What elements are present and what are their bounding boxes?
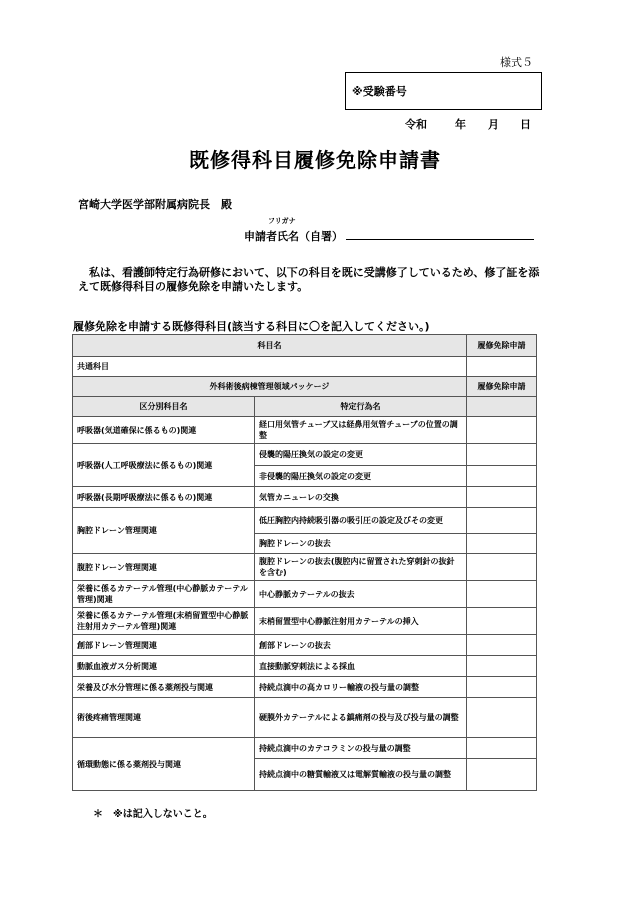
category-cell: 腹腔ドレーン管理関連 [73,554,255,581]
exemption-mark-cell[interactable] [467,759,537,791]
table-row [73,698,537,738]
exemption-mark-cell[interactable] [467,444,537,466]
category-cell: 栄養及び水分管理に係る薬剤投与関連 [73,677,255,698]
specific-act-header: 特定行為名 [255,397,467,417]
common-subjects-row [73,357,537,377]
table-row [73,508,537,534]
footnote: ＊ ※は記入しないこと。 [93,809,213,820]
category-cell: 循環動態に係る薬剤投与関連 [73,738,255,791]
table-row [73,554,537,581]
date-era: 令和 [405,118,427,131]
exam-number-label: ※受験番号 [352,85,407,98]
exemption-mark-cell[interactable] [467,738,537,759]
page-title: 既修得科目履修免除申請書 [189,148,441,172]
exemption-mark-cell[interactable] [467,554,537,581]
table-row [73,677,537,698]
category-cell: 呼吸器(気道確保に係るもの)関連 [73,417,255,444]
table-header-row [73,335,537,357]
common-subjects-label: 共通科目 [73,357,467,377]
table-row [73,444,537,466]
exam-number-box[interactable] [345,72,542,110]
instruction: 履修免除を申請する既修得科目(該当する科目に〇を記入してください。) [73,320,430,333]
specific-act-cell: 持続点滴中の高カロリー輸液の投与量の調整 [255,677,467,698]
table-row [73,635,537,656]
specific-act-cell: 非侵襲的陽圧換気の設定の変更 [255,466,467,487]
package-name: 外科術後病棟管理領域パッケージ [73,377,467,397]
table-row [73,487,537,508]
category-cell: 栄養に係るカテーテル管理(中心静脈カテーテル管理)関連 [73,581,255,608]
specific-act-cell: 創部ドレーンの抜去 [255,635,467,656]
category-cell: 術後疼痛管理関連 [73,698,255,738]
specific-act-cell: 持続点滴中の糖質輸液又は電解質輸液の投与量の調整 [255,759,467,791]
date-day: 日 [520,118,531,131]
category-cell: 呼吸器(人工呼吸療法に係るもの)関連 [73,444,255,487]
exemption-mark-cell[interactable] [467,417,537,444]
date-month: 月 [488,118,499,131]
package-exemption-label: 履修免除申請 [467,377,537,397]
exemption-header: 履修免除申請 [467,335,537,357]
specific-act-cell: 低圧胸腔内持続吸引器の吸引圧の設定及びその変更 [255,508,467,534]
signature-line[interactable] [346,239,534,240]
subject-name-header: 科目名 [73,335,467,357]
table-row [73,417,537,444]
specific-act-cell: 侵襲的陽圧換気の設定の変更 [255,444,467,466]
addressee: 宮崎大学医学部附属病院長 殿 [78,198,232,211]
specific-act-cell: 末梢留置型中心静脈注射用カテーテルの挿入 [255,608,467,635]
statement: 私は、看護師特定行為研修において、以下の科目を既に受講修了しているため、修了証を添えて既修得科目の履修免除を申請いたします。 [78,266,540,293]
specific-act-cell: 中心静脈カテーテルの抜去 [255,581,467,608]
specific-act-cell: 経口用気管チューブ又は経鼻用気管チューブの位置の調整 [255,417,467,444]
specific-act-cell: 持続点滴中のカテコラミンの投与量の調整 [255,738,467,759]
exemption-mark-cell[interactable] [467,466,537,487]
furigana-label: フリガナ [268,217,296,225]
table-row [73,738,537,759]
form-number: 様式５ [500,56,533,69]
category-cell: 呼吸器(長期呼吸療法に係るもの)関連 [73,487,255,508]
category-cell: 創部ドレーン管理関連 [73,635,255,656]
specific-act-cell: 直接動脈穿刺法による採血 [255,656,467,677]
common-subjects-exemption-cell[interactable] [467,357,537,377]
exemption-mark-cell[interactable] [467,581,537,608]
specific-act-cell: 胸腔ドレーンの抜去 [255,534,467,554]
applicant-name-label: 申請者氏名（自署） [244,230,343,243]
exemption-mark-cell[interactable] [467,487,537,508]
specific-act-cell: 硬膜外カテーテルによる鎮痛剤の投与及び投与量の調整 [255,698,467,738]
table-row [73,656,537,677]
column-header-row [73,397,537,417]
category-cell: 動脈血液ガス分析関連 [73,656,255,677]
package-row [73,377,537,397]
specific-act-cell: 腹腔ドレーンの抜去(腹腔内に留置された穿刺針の抜針を含む) [255,554,467,581]
category-cell: 栄養に係るカテーテル管理(末梢留置型中心静脈注射用カテーテル管理)関連 [73,608,255,635]
table-row [73,581,537,608]
category-cell: 胸腔ドレーン管理関連 [73,508,255,554]
table-row [73,608,537,635]
exemption-mark-cell[interactable] [467,698,537,738]
package-exemption-cell[interactable] [467,397,537,417]
category-header: 区分別科目名 [73,397,255,417]
subjects-table [72,334,537,791]
exemption-mark-cell[interactable] [467,508,537,534]
exemption-mark-cell[interactable] [467,635,537,656]
exemption-mark-cell[interactable] [467,608,537,635]
specific-act-cell: 気管カニューレの交換 [255,487,467,508]
exemption-mark-cell[interactable] [467,534,537,554]
exemption-mark-cell[interactable] [467,656,537,677]
date-year: 年 [455,118,466,131]
exemption-mark-cell[interactable] [467,677,537,698]
